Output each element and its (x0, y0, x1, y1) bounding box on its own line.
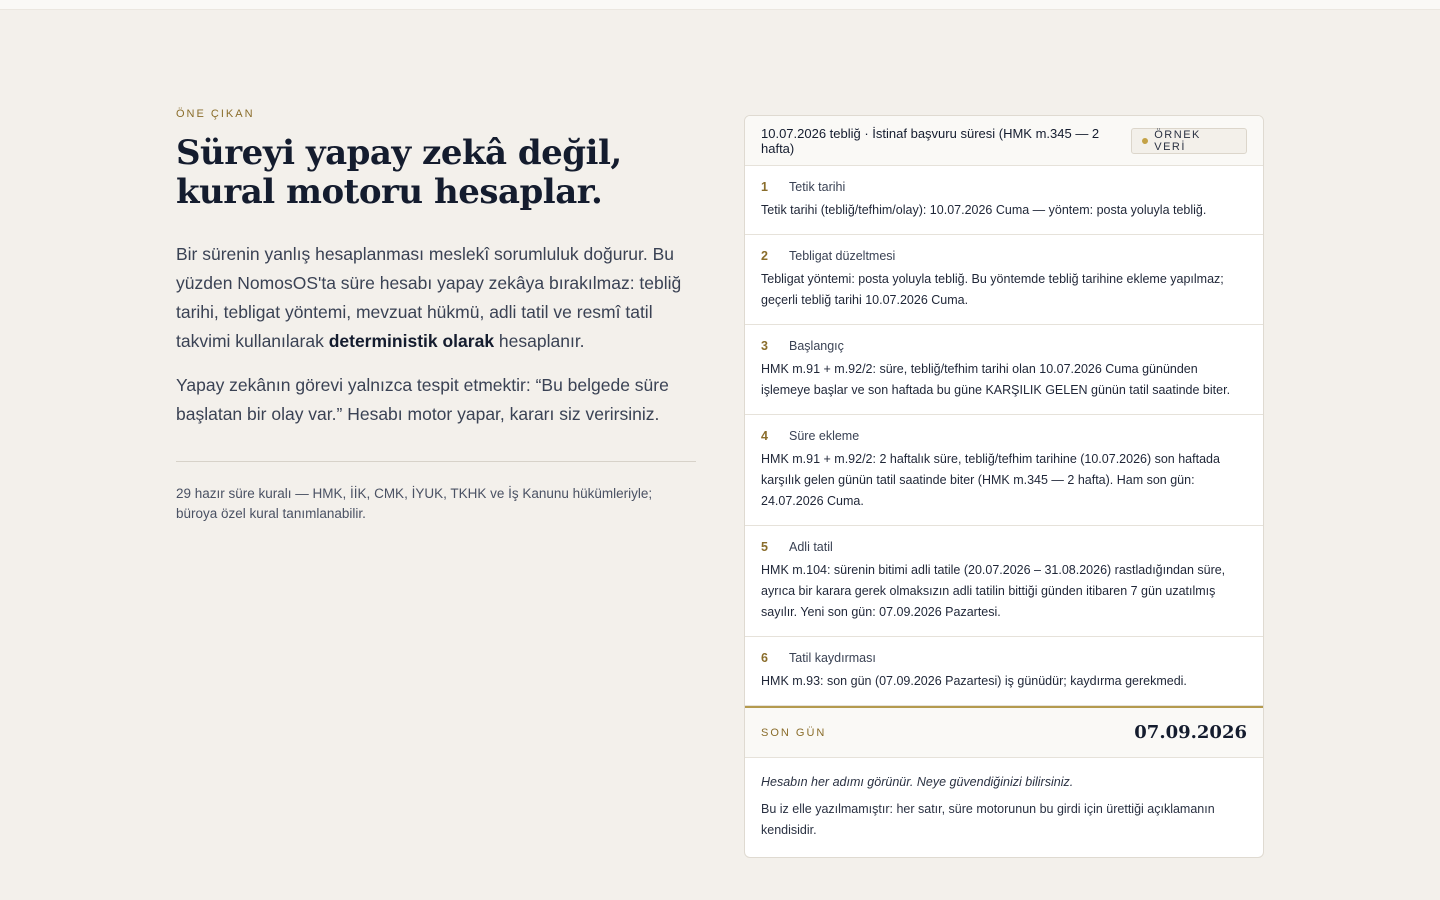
step-number: 2 (761, 249, 768, 263)
section-eyebrow: ÖNE ÇIKAN (176, 108, 255, 120)
note-italic: Hesabın her adımı görünür. Neye güvendiğinizi bilirsiniz. (761, 775, 1074, 789)
rules-footnote: 29 hazır süre kuralı — HMK, İİK, CMK, İYUK, TKHK ve İş Kanunu hükümleriyle; büroya özel kural tanımlanabilir. (176, 486, 653, 521)
step-description: HMK m.93: son gün (07.09.2026 Pazartesi) iş günüdür; kaydırma gerekmedi. (761, 674, 1187, 688)
top-bar (0, 0, 1440, 10)
result-label: SON GÜN (761, 726, 827, 739)
page (0, 10, 1440, 900)
step-number: 3 (761, 339, 768, 353)
step-description: HMK m.91 + m.92/2: 2 haftalık süre, tebliğ/tefhim tarihine (10.07.2026) son haftada karşılık gelen günün tatil saatinde biter (HMK m.345 — 2 hafta). Ham son gün: 24.07.2026 Cuma. (761, 452, 1220, 508)
step-description: Tebligat yöntemi: posta yoluyla tebliğ. Bu yöntemde tebliğ tarihine ekleme yapılmaz; geçerli tebliğ tarihi 10.07.2026 Cuma. (761, 272, 1224, 307)
step-title: Adli tatil (789, 540, 833, 554)
divider (176, 461, 696, 462)
step-list (745, 166, 1263, 706)
intro-paragraph-2: Yapay zekânın görevi yalnızca tespit etmektir: “Bu belgede süre başlatan bir olay var.” Hesabı motor yapar, kararı siz verirsiniz. (176, 375, 669, 424)
step-item (745, 235, 1263, 325)
badge-label: ÖRNEK VERİ (1154, 128, 1201, 153)
sample-data-badge (1131, 128, 1247, 154)
step-title: Tebligat düzeltmesi (789, 249, 896, 263)
step-item (745, 166, 1263, 235)
card-title: 10.07.2026 tebliğ · İstinaf başvuru süresi (HMK m.345 — 2 hafta) (761, 125, 1100, 156)
step-header (761, 249, 1247, 263)
step-item (745, 325, 1263, 415)
result-row (745, 706, 1263, 758)
step-description: HMK m.91 + m.92/2: süre, tebliğ/tefhim tarihi olan 10.07.2026 Cuma gününden işlemeye başlar ve son haftada bu güne KARŞILIK GELEN günün tatil saatinde biter. (761, 362, 1231, 397)
section-title: Süreyi yapay zekâ değil, kural motoru hesaplar. (176, 133, 622, 212)
step-description: Tetik tarihi (tebliğ/tefhim/olay): 10.07.2026 Cuma — yöntem: posta yoluyla tebliğ. (761, 203, 1207, 217)
step-number: 5 (761, 540, 768, 554)
intro-paragraph-text-end: hesaplanır. (494, 331, 585, 351)
intro-section (176, 108, 696, 524)
step-item (745, 415, 1263, 526)
step-header (761, 180, 1247, 194)
note-body: Bu iz elle yazılmamıştır: her satır, süre motorunun bu girdi için ürettiği açıklamanın kendisidir. (761, 802, 1215, 837)
badge-dot-icon (1142, 138, 1148, 144)
intro-paragraph-emphasis: deterministik olarak (328, 331, 495, 351)
step-description: HMK m.104: sürenin bitimi adli tatile (20.07.2026 – 31.08.2026) rastladığından süre, ayrıca bir karara gerek olmaksızın adli tatilin bittiği günden itibaren 7 gün uzatılmış sayılır. Yeni son gün: 07.09.2026 Pazartesi. (761, 563, 1226, 619)
step-number: 6 (761, 651, 768, 665)
step-item (745, 526, 1263, 637)
step-title: Tatil kaydırması (789, 651, 876, 665)
calculation-card (744, 115, 1264, 858)
step-header (761, 540, 1247, 554)
step-header (761, 651, 1247, 665)
step-number: 4 (761, 429, 768, 443)
step-item (745, 637, 1263, 706)
card-header (745, 116, 1263, 166)
step-number: 1 (761, 180, 768, 194)
card-note (745, 758, 1263, 855)
intro-paragraph-text: Bir sürenin yanlış hesaplanması meslekî sorumluluk doğurur. Bu yüzden NomosOS'ta süre hesabı yapay zekâya bırakılmaz: tebliğ tarihi, tebligat yöntemi, mevzuat hükmü, adli tatil ve resmî tatil takvimi kullanılarak (176, 244, 682, 351)
step-header (761, 429, 1247, 443)
step-title: Başlangıç (789, 339, 844, 353)
result-date: 07.09.2026 (1134, 722, 1247, 743)
step-header (761, 339, 1247, 353)
step-title: Tetik tarihi (789, 180, 846, 194)
intro-paragraph (176, 240, 696, 356)
step-title: Süre ekleme (789, 429, 860, 443)
